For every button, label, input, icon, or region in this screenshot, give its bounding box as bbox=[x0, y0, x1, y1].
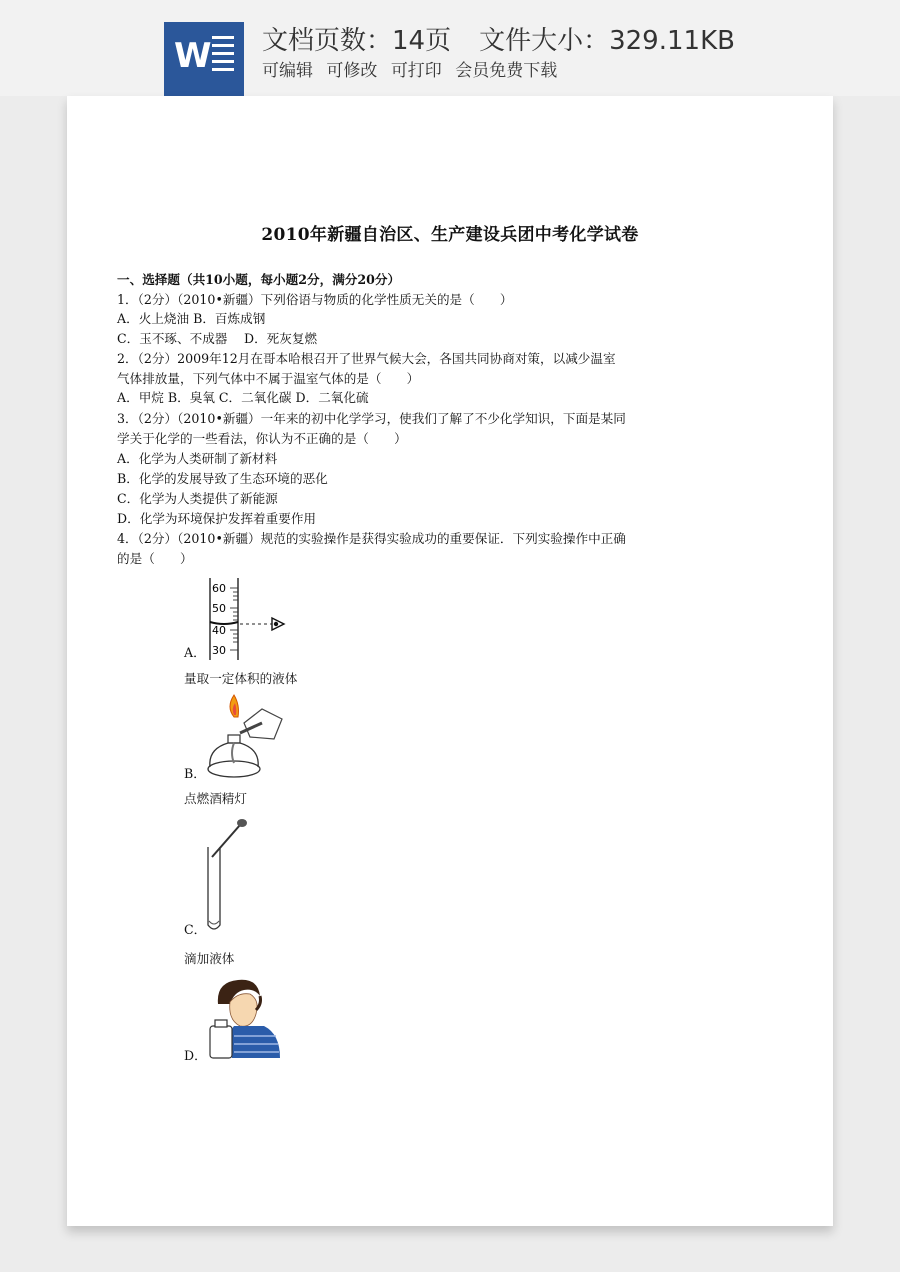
exam-title: 2010年新疆自治区、生产建设兵团中考化学试卷 bbox=[261, 225, 639, 245]
word-file-icon bbox=[164, 22, 244, 96]
bottle-icon bbox=[210, 1026, 232, 1058]
dropper-bulb-icon bbox=[237, 819, 247, 827]
option-b-caption: 点燃酒精灯 bbox=[184, 791, 247, 806]
feature-editable: 可编辑 bbox=[262, 61, 313, 81]
page-count: 文档页数：14页 bbox=[262, 26, 452, 56]
question-2-line-2: 气体排放量，下列气体中不属于温室气体的是（ ） bbox=[117, 371, 420, 386]
question-3-line-2: 学关于化学的一些看法，你认为不正确的是（ ） bbox=[117, 431, 407, 446]
document-page bbox=[67, 96, 833, 1226]
option-a-caption: 量取一定体积的液体 bbox=[184, 671, 298, 686]
question-3-option-b: B．化学的发展导致了生态环境的恶化 bbox=[117, 471, 328, 486]
cylinder-tick-50: 50 bbox=[212, 602, 226, 615]
cylinder-tick-60: 60 bbox=[212, 582, 226, 595]
cylinder-tick-30: 30 bbox=[212, 644, 226, 657]
option-d-label: D． bbox=[184, 1048, 207, 1063]
smelling-bottle-figure bbox=[204, 974, 284, 1060]
section-heading: 一、选择题（共10小题，每小题2分，满分20分） bbox=[117, 272, 401, 287]
graduated-cylinder-figure bbox=[200, 574, 292, 664]
question-1-options-ab: A．火上烧油 B．百炼成钢 bbox=[117, 311, 266, 326]
dropper-test-tube-figure bbox=[200, 817, 256, 937]
download-banner bbox=[0, 0, 900, 96]
question-4-line-1: 4．（2分）（2010•新疆）规范的实验操作是获得实验成功的重要保证．下列实验操作中正确 bbox=[117, 531, 626, 546]
file-size: 文件大小：329.11KB bbox=[479, 26, 735, 56]
alcohol-lamp-figure bbox=[200, 693, 290, 783]
option-c-label: C． bbox=[184, 922, 207, 937]
feature-list bbox=[262, 56, 565, 81]
question-4-line-2: 的是（ ） bbox=[117, 551, 193, 566]
word-icon-letter: W bbox=[174, 36, 212, 76]
file-info bbox=[262, 20, 735, 57]
question-3-option-a: A．化学为人类研制了新材料 bbox=[117, 451, 278, 466]
cylinder-tick-40: 40 bbox=[212, 624, 226, 637]
option-a-label: A． bbox=[184, 645, 206, 660]
question-3-option-d: D．化学为环境保护发挥着重要作用 bbox=[117, 511, 317, 526]
question-2-options: A．甲烷 B．臭氧 C．二氧化碳 D．二氧化硫 bbox=[117, 390, 369, 405]
option-b-label: B． bbox=[184, 766, 206, 781]
feature-printable: 可打印 bbox=[390, 61, 442, 81]
feature-modifiable: 可修改 bbox=[326, 61, 378, 81]
feature-member-download: 会员免费下载 bbox=[455, 61, 558, 81]
question-2-line-1: 2．（2分）2009年12月在哥本哈根召开了世界气候大会，各国共同协商对策，以减少温室 bbox=[117, 351, 616, 366]
question-1-options-cd: C．玉不琢、不成器 D．死灰复燃 bbox=[117, 331, 318, 346]
question-3-option-c: C．化学为人类提供了新能源 bbox=[117, 491, 278, 506]
person-face-icon bbox=[230, 994, 257, 1027]
question-1: 1．（2分）（2010•新疆）下列俗语与物质的化学性质无关的是（ ） bbox=[117, 292, 513, 307]
question-3-line-1: 3．（2分）（2010•新疆）一年来的初中化学学习，使我们了解了不少化学知识，下面是某同 bbox=[117, 411, 626, 426]
option-c-caption: 滴加液体 bbox=[184, 951, 235, 966]
